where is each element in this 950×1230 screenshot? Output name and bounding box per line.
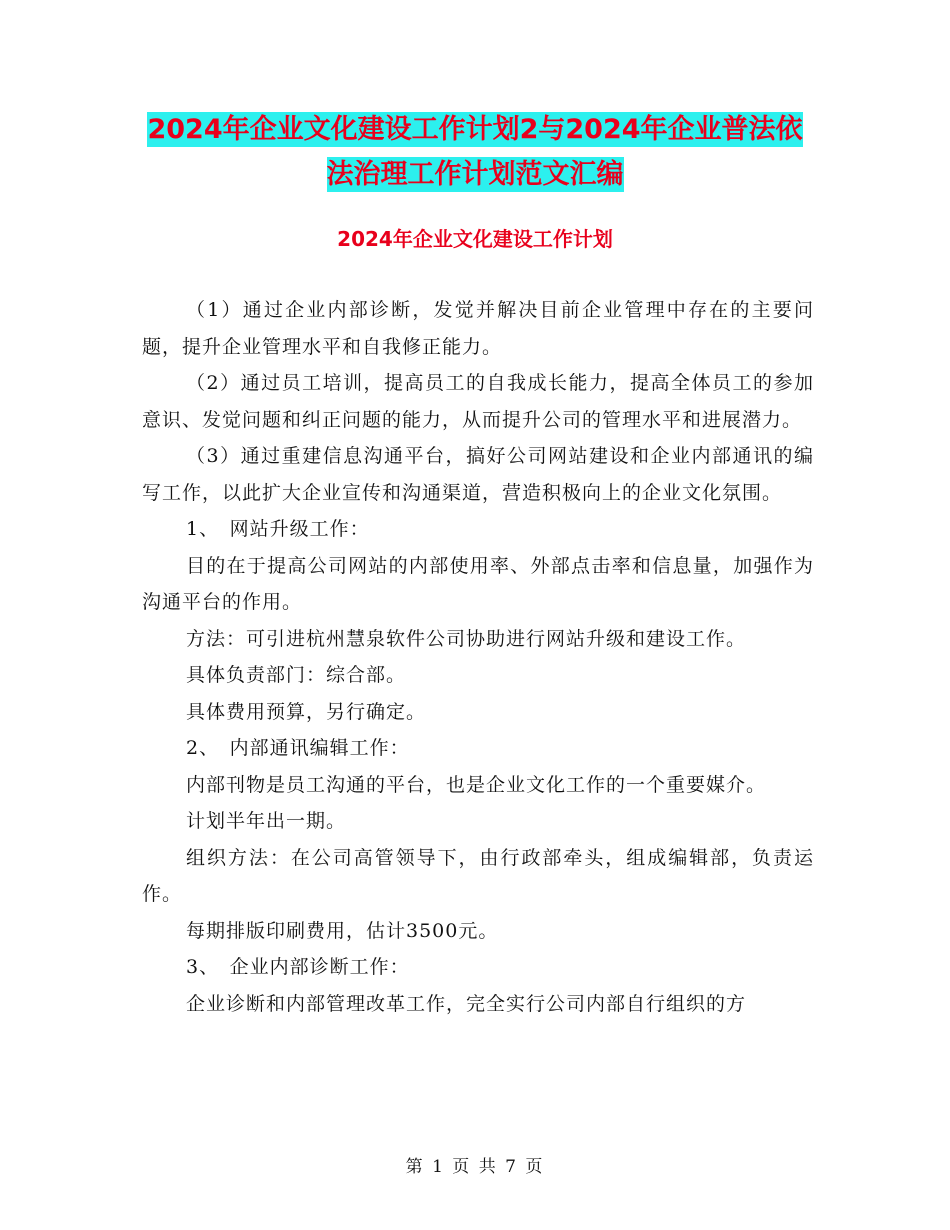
- page-footer: 第 1 页 共 7 页: [405, 1157, 545, 1177]
- section-title: 2024年企业文化建设工作计划: [337, 227, 613, 251]
- document-title-line-2: [0, 155, 950, 195]
- paragraph: （1）通过企业内部诊断，发觉并解决目前企业管理中存在的主要问题，提升企业管理水平和自我修正能力。: [142, 299, 814, 358]
- paragraph: 企业诊断和内部管理改革工作，完全实行公司内部自行组织的方: [186, 992, 747, 1015]
- paragraph: 目的在于提高公司网站的内部使用率、外部点击率和信息量，加强作为沟通平台的作用。: [142, 554, 814, 613]
- paragraph: （3）通过重建信息沟通平台，搞好公司网站建设和企业内部通讯的编写工作，以此扩大企业宣传和沟通渠道，营造积极向上的企业文化氛围。: [142, 445, 814, 504]
- title-highlight-2: 法治理工作计划范文汇编: [326, 159, 624, 190]
- paragraph: 具体费用预算，另行确定。: [186, 700, 427, 723]
- list-heading: 1、 网站升级工作：: [186, 518, 370, 540]
- document-body: [142, 292, 814, 1022]
- paragraph: 方法：可引进杭州慧泉软件公司协助进行网站升级和建设工作。: [186, 627, 747, 650]
- list-heading: 3、 企业内部诊断工作：: [186, 956, 410, 978]
- paragraph: 计划半年出一期。: [186, 810, 347, 832]
- paragraph: 组织方法：在公司高管领导下，由行政部牵头，组成编辑部，负责运作。: [142, 846, 814, 905]
- paragraph: 每期排版印刷费用，估计3500元。: [186, 919, 499, 942]
- paragraph: 具体负责部门：综合部。: [186, 664, 407, 686]
- paragraph: （2）通过员工培训，提高员工的自我成长能力，提高全体员工的参加意识、发觉问题和纠正问题的能力，从而提升公司的管理水平和进展潜力。: [142, 372, 814, 431]
- paragraph: 内部刊物是员工沟通的平台，也是企业文化工作的一个重要媒介。: [186, 773, 767, 796]
- list-heading: 2、 内部通讯编辑工作：: [186, 737, 410, 759]
- document-title-line-1: [0, 110, 950, 150]
- title-highlight-1: 2024年企业文化建设工作计划2与2024年企业普法依: [147, 114, 803, 145]
